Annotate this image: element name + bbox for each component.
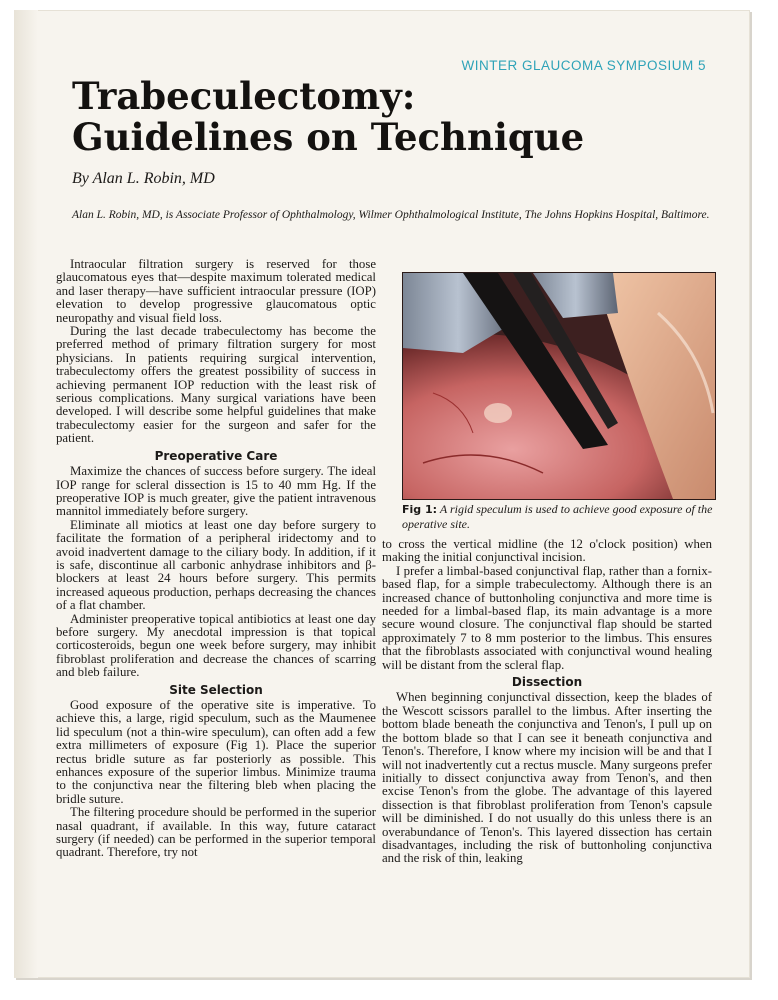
section-heading-site-selection: Site Selection <box>169 682 263 697</box>
eye-speculum-image <box>403 273 715 499</box>
paragraph: Good exposure of the operative site is imperative. To achieve this, a large, rigid speculum, such as the Maumenee lid speculum (not a thin-wire speculum), can often add a few extra millimeters of exposure (Fig 1). Place the superior rectus bridle suture as far posteriorly as possible. This enhances exposure of the superior limbus. Minimize trauma to the conjunctiva near the filtering bleb when placing the bridle suture. <box>56 698 376 806</box>
running-header: WINTER GLAUCOMA SYMPOSIUM 5 <box>461 58 706 73</box>
page-spine-shadow <box>14 10 38 978</box>
author-affiliation: Alan L. Robin, MD, is Associate Professor of Ophthalmology, Wilmer Ophthalmological Institute, The Johns Hopkins Hospital, Baltimore. <box>72 209 710 221</box>
paragraph: The filtering procedure should be performed in the superior nasal quadrant, if available. In this way, future cataract surgery (if needed) can be performed in the superior temporal quadrant. Therefore, try not <box>56 805 376 860</box>
paragraph: When beginning conjunctival dissection, keep the blades of the Wescott scissors parallel to the limbus. After inserting the bottom blade beneath the conjunctiva and Tenon's, I pull up on the bottom blade so that I can see it beneath conjunctiva and Tenon's. Therefore, I know where my incision will be and that I will not inadvertently cut a rectus muscle. Many surgeons prefer initially to dissect conjunctiva away from Tenon's, and then excise Tenon's from the globe. The advantage of this layered dissection is that fibroblast proliferation from Tenon's capsule will be diminished. I do not usually do this unless there is an overabundance of Tenon's. This layered dissection has certain disadvantages, including the risk of buttonholing conjunctiva and the risk of thin, leaking <box>382 690 712 866</box>
paragraph: to cross the vertical midline (the 12 o'clock position) when making the initial conjunctival incision. <box>382 537 712 565</box>
figure-caption-text: A rigid speculum is used to achieve good exposure of the operative site. <box>402 502 713 531</box>
left-column <box>56 258 376 860</box>
paragraph: I prefer a limbal-based conjunctival flap, rather than a fornix-based flap, for a simple trabeculectomy. Although there is an increased chance of buttonholing conjunctiva and more time is needed for a limbal-based flap, its main advantage is a more secure wound closure. The conjunctival flap should be started approximately 7 to 8 mm posterior to the limbus. This ensures that the fibroblasts associated with conjunctival wound healing will be distant from the scleral flap. <box>382 563 712 672</box>
figure-surgical-photo <box>402 272 716 500</box>
figure-label: Fig 1: <box>402 503 438 516</box>
byline: By Alan L. Robin, MD <box>72 170 215 187</box>
paragraph: Eliminate all miotics at least one day before surgery to facilitate the formation of a peripheral iridectomy and to avoid inadvertent damage to the ciliary body. In addition, if it is safe, discontinue all carbonic anhydrase inhibitors and β-blockers at least 24 hours before surgery. This permits increased aqueous production, perhaps decreasing the chances of a flat chamber. <box>56 517 376 613</box>
section-heading-dissection: Dissection <box>511 675 583 690</box>
section-heading-preoperative: Preoperative Care <box>154 448 278 463</box>
journal-page <box>14 10 750 978</box>
figure-caption <box>402 502 722 531</box>
paragraph: Maximize the chances of success before surgery. The ideal IOP range for scleral dissection is 15 to 40 mm Hg. If the preoperative IOP is much greater, give the patient intravenous mannitol immediately before surgery. <box>56 464 376 519</box>
right-column <box>382 538 712 866</box>
article-title: Trabeculectomy: Guidelines on Technique <box>72 74 585 159</box>
paragraph: Intraocular filtration surgery is reserved for those glaucomatous eyes that—despite maximum tolerated medical and laser therapy—have sufficient intraocular pressure (IOP) elevation to develop progressive glaucomatous optic neuropathy and visual field loss. <box>56 257 376 325</box>
paragraph: Administer preoperative topical antibiotics at least one day before surgery. My anecdotal impression is that topical corticosteroids, begun one week before surgery, may inhibit fibroblast proliferation and decrease the chances of scarring and bleb failure. <box>56 611 376 680</box>
paragraph: During the last decade trabeculectomy has become the preferred method of primary filtration surgery for most physicians. In patients requiring surgical intervention, trabeculectomy offers the greatest possibility of success in achieving permanent IOP reduction with the least risk of serious complications. Many surgical variations have been developed. I will describe some helpful guidelines that make trabeculectomy easier for the surgeon and safer for the patient. <box>56 324 376 446</box>
